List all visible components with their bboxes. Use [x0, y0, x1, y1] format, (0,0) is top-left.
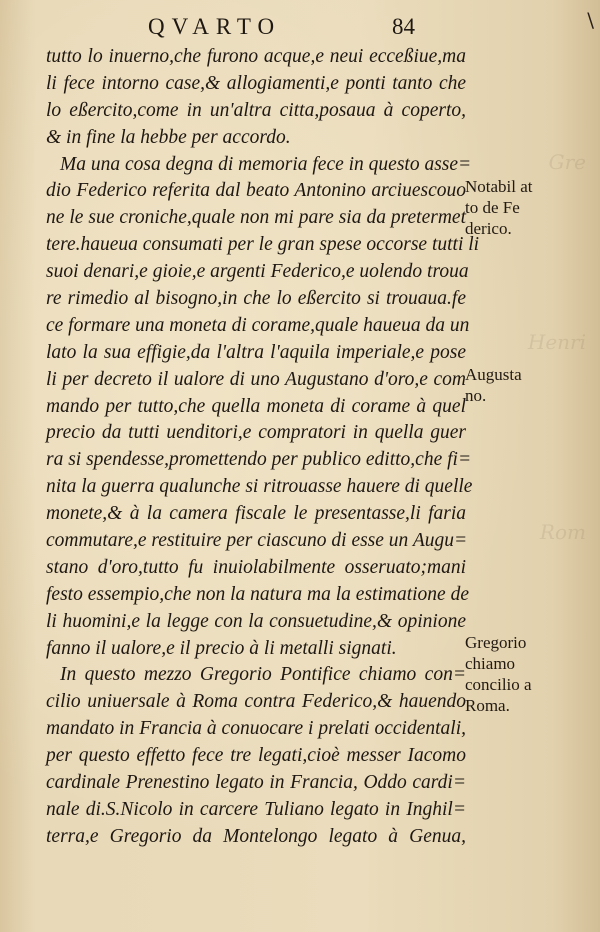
text-line: dio Federico referita dal beato Antonino arciuescouo	[46, 180, 466, 202]
margin-note-line: Notabil at	[465, 177, 533, 196]
margin-note-line: Augusta	[465, 365, 522, 384]
margin-note-line: chiamo	[465, 654, 516, 673]
text-line: li per decreto il ualore di uno Augustano d'oro,e com	[46, 368, 466, 390]
text-line: suoi denari,e gioie,e argenti Federico,e uolendo troua	[46, 261, 469, 283]
margin-note-line: Gregorio	[465, 633, 527, 652]
text-line: festo essempio,che non la natura ma la estimatione de	[46, 583, 469, 605]
margin-note-gregorio-concilio	[465, 632, 532, 716]
margin-note-line: Roma.	[465, 696, 510, 715]
text-line: In questo mezzo Gregorio Pontifice chiamo con=	[60, 664, 466, 686]
margin-note-line: derico.	[465, 219, 512, 238]
text-line: ne le sue croniche,quale non mi pare sia da pretermet	[46, 207, 466, 229]
margin-note-augustano	[465, 364, 522, 406]
margin-note-line: concilio a	[465, 675, 532, 694]
text-line: nita la guerra qualunche si ritrouasse hauere di quelle	[46, 476, 473, 498]
text-line: mando per tutto,che quella moneta di corame à quel	[46, 395, 466, 417]
text-line: Ma una cosa degna di memoria fece in questo asse=	[60, 153, 472, 175]
bleed-through-text: Henri	[527, 330, 586, 354]
margin-note-line: no.	[465, 386, 487, 405]
margin-note-line: to de Fe	[465, 198, 520, 217]
margin-note-notabil-atto	[465, 176, 533, 239]
text-line: fanno il ualore,e il precio à li metalli signati.	[46, 637, 397, 659]
bleed-through-text: Gre	[548, 150, 586, 174]
running-title: QVARTO	[148, 14, 282, 39]
text-line: per questo effetto fece tre legati,cioè messer Iacomo	[46, 745, 466, 767]
text-line: re rimedio al bisogno,in che lo eßercito si trouaua.fe	[46, 288, 466, 310]
text-line: lo eßercito,come in un'altra citta,posaua à coperto,	[46, 99, 466, 121]
bleed-through-text: Rom	[539, 520, 586, 544]
text-line: monete,& à la camera fiscale le presentasse,li faria	[46, 503, 466, 525]
text-line: tutto lo inuerno,che furono acque,e neui ecceßiue,ma	[46, 46, 466, 67]
text-line: tere.haueua consumati per le gran spese occorse tutti li	[46, 234, 480, 256]
text-line: & in fine la hebbe per accordo.	[46, 126, 291, 148]
text-line: terra,e Gregorio da Montelongo legato à Genua,	[46, 825, 466, 847]
text-line: cardinale Prenestino legato in Francia, Oddo cardi=	[46, 772, 466, 794]
text-line: li huomini,e la legge con la consuetudine,& opinione	[46, 610, 466, 632]
text-line: mandato in Francia à conuocare i prelati occidentali,	[46, 718, 466, 740]
text-line: ce formare una moneta di corame,quale haueua da un	[46, 314, 470, 336]
page-header	[0, 8, 600, 44]
text-line: ra si spendesse,promettendo per publico editto,che fi=	[46, 449, 472, 471]
text-line: nale di.S.Nicolo in carcere Tuliano legato in Inghil=	[46, 798, 466, 820]
text-line: li fece intorno case,& allogiamenti,e ponti tanto che	[46, 72, 466, 94]
text-line: commutare,e restituire per ciascuno di esse un Augu=	[46, 530, 468, 552]
text-line: lato la sua effigie,da l'altra l'aquila imperiale,e pose	[46, 341, 466, 363]
text-line: cilio uniuersale à Roma contra Federico,& hauendo	[46, 691, 466, 713]
body-text	[46, 44, 480, 851]
page-number: 84	[392, 14, 415, 39]
text-line: stano d'oro,tutto fu inuiolabilmente osseruato;mani	[46, 556, 466, 578]
text-line: precio da tutti uenditori,e compratori in quella guer	[46, 422, 466, 444]
corner-mark: \	[587, 8, 594, 32]
